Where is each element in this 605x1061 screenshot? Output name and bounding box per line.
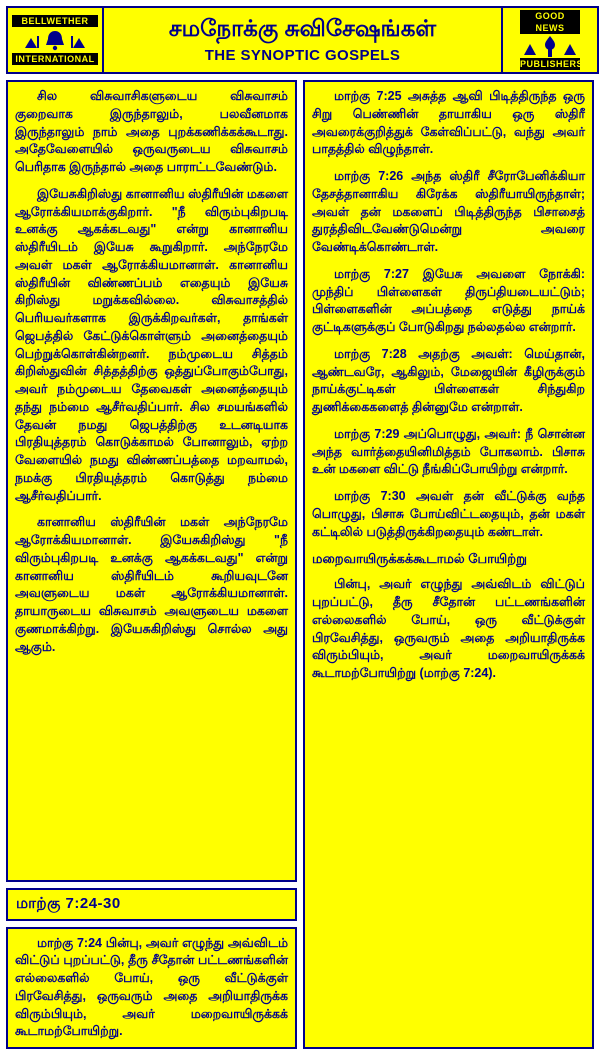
page-title-tamil: சமநோக்கு சுவிசேஷங்கள்	[168, 15, 437, 42]
right-column	[303, 80, 594, 1049]
page-title-english: THE SYNOPTIC GOSPELS	[204, 46, 401, 64]
logo-band-top: BELLWETHER	[12, 15, 98, 27]
left-scripture-text: மாற்கு 7:24 பின்பு, அவர் எழுந்து அவ்விடம் விட்டுப் புறப்பட்டு, தீரு சீதோன் பட்டணங்களின் எல்லைகளில் போய், ஒரு வீட்டுக்குள் பிரவேசித்து, ஒருவரும் அதை அறியாதிருக்க விரும்பியும், அவர் மறைவாயிருக்கக் கூடாமற்போயிற்று.	[15, 935, 288, 1039]
header-title-group	[104, 8, 501, 72]
scripture-verses-panel	[303, 80, 594, 1049]
verse-mark-7-27: மாற்கு 7:27 இயேசு அவளை நோக்கி: முந்திப் பிள்ளைகள் திருப்தியடையட்டும்; பிள்ளைகளின் அப்பத்தை எடுத்து நாய்க் குட்டிகளுக்குப் போடுகிறது நல்லதல்ல என்றார்.	[312, 266, 585, 334]
bell-icon	[12, 27, 98, 53]
verse-mark-7-29: மாற்கு 7:29 அப்பொழுது, அவர்: நீ சொன்ன அந்த வார்த்தையினிமித்தம் போகலாம். பிசாசு உன் மகளை விட்டு நீங்கிப்போயிற்று என்றார்.	[312, 426, 585, 477]
verse-mark-7-26: மாற்கு 7:26 அந்த ஸ்திரீ சீரோபேனிக்கியா தேசத்தானாகிய கிரேக்க ஸ்திரீயாயிருந்தாள்; அவள் தன் மகளைப் பிடித்திருந்த பிசாசைத் துரத்திவிடவேண்டுமென்று அவரை வேண்டிக்கொண்டாள்.	[312, 169, 585, 254]
commentary-paragraph-2: இயேசுகிறிஸ்து கானானிய ஸ்திரீயின் மகளை ஆரோக்கியமாக்குகிறார். "நீ விரும்புகிறபடி உனக்கு ஆகக்கடவது" என்று கானானிய ஸ்திரீயிடம் இயேசு கூறுகிறார். அந்நேரமே அவள் மகள் ஆரோக்கியமானாள். கானானிய ஸ்திரீயின் விண்ணப்பம் எதையும் இயேசு கிறிஸ்து மறுக்கவில்லை. விசுவாசத்தில் பெரியவர்களாக இருக்கிறவர்கள், தாங்கள் ஜெபத்தில் கேட்டுக்கொள்ளும் அனைத்தையும் பெற்றுக்கொள்கின்றனர். நம்முடைய சித்தம் கிறிஸ்துவின் சித்தத்திற்கு ஒத்துப்போகும்போது, அவர் நம்முடைய தேவைகள் அனைத்தையும் தந்து நம்மை ஆசீர்வதிப்பார். சில சமயங்களில் தேவன் நமது ஜெபத்திற்கு உடனடியாக பிரதியுத்தரம் கொடுக்காமல் போனாலும், ஏற்ற வேளையில் நமது விண்ணப்பத்தை மறவாமல், நமக்கு பிரதியுத்தரம் கொடுத்து நம்மை ஆசீர்வதிப்பார்.	[15, 186, 288, 503]
commentary-paragraph-3: கானானிய ஸ்திரீயின் மகள் அந்நேரமே ஆரோக்கியமானாள். இயேசுகிறிஸ்து "நீ விரும்புகிறபடி உனக்கு ஆகக்கடவது" என்று கானானிய ஸ்திரீயிடம் கூறியவுடனே அவளுடைய மகள் ஆரோக்கியமானாள். தாயாருடைய விசுவாசம் அவளுடைய மகளை குணமாக்கிற்று. இயேசுகிறிஸ்து சொல்ல அது ஆகும்.	[15, 515, 288, 654]
scripture-reference: மாற்கு 7:24-30	[16, 894, 121, 912]
content-columns	[6, 80, 599, 1049]
page-header	[6, 6, 599, 74]
logo-band-bottom: INTERNATIONAL	[12, 53, 98, 65]
bellwether-international-logo	[8, 8, 104, 72]
left-scripture-panel	[6, 927, 297, 1050]
scripture-reference-box	[6, 888, 297, 921]
section-heading: மறைவாயிருக்கக்கூடாமல் போயிற்று	[312, 551, 527, 567]
commentary-panel	[6, 80, 297, 882]
torch-icon	[507, 34, 593, 58]
gn-band-line2: NEWS	[520, 22, 580, 34]
gn-band-line3: PUBLISHERS	[520, 59, 584, 69]
commentary-paragraph-1: சில விசுவாசிகளுடைய விசுவாசம் குறைவாக இருந்தாலும், பலவீனமாக இருந்தாலும் நாம் அதை புறக்கணிக்கக்கூடாது. அதேவேளையில் ஒருவருடைய விசுவாசம் பெரிதாக இருந்தால் அதை பாராட்டவேண்டும்.	[15, 89, 288, 174]
right-closing-text: பின்பு, அவர் எழுந்து அவ்விடம் விட்டுப் புறப்பட்டு, தீரு சீதோன் பட்டணங்களின் எல்லைகளில் போய், ஒரு வீட்டுக்குள் பிரவேசித்து, ஒருவரும் அதை அறியாதிருக்க விரும்பியும், அவர் மறைவாயிருக்கக் கூடாமற்போயிற்று (மாற்கு 7:24).	[312, 577, 585, 681]
good-news-publishers-logo	[501, 8, 597, 72]
left-column	[6, 80, 297, 1049]
verse-mark-7-28: மாற்கு 7:28 அதற்கு அவள்: மெய்தான், ஆண்டவரே, ஆகிலும், மேஜையின் கீழிருக்கும் நாய்க்குட்டிகள் பிள்ளைகள் சிந்துகிற துணிக்கைகளைத் தின்னுமே என்றாள்.	[312, 346, 585, 414]
verse-mark-7-30: மாற்கு 7:30 அவள் தன் வீட்டுக்கு வந்த பொழுது, பிசாசு போய்விட்டதையும், தன் மகள் கட்டிலில் படுத்திருக்கிறதையும் கண்டாள்.	[312, 489, 585, 539]
verse-mark-7-25: மாற்கு 7:25 அசுத்த ஆவி பிடித்திருந்த ஒரு சிறு பெண்ணின் தாயாகிய ஒரு ஸ்திரீ அவரைக்குறித்துக் கேள்விப்பட்டு, வந்து அவர் பாதத்தில் விழுந்தாள்.	[312, 89, 585, 157]
gn-band-line1: GOOD	[520, 10, 580, 22]
